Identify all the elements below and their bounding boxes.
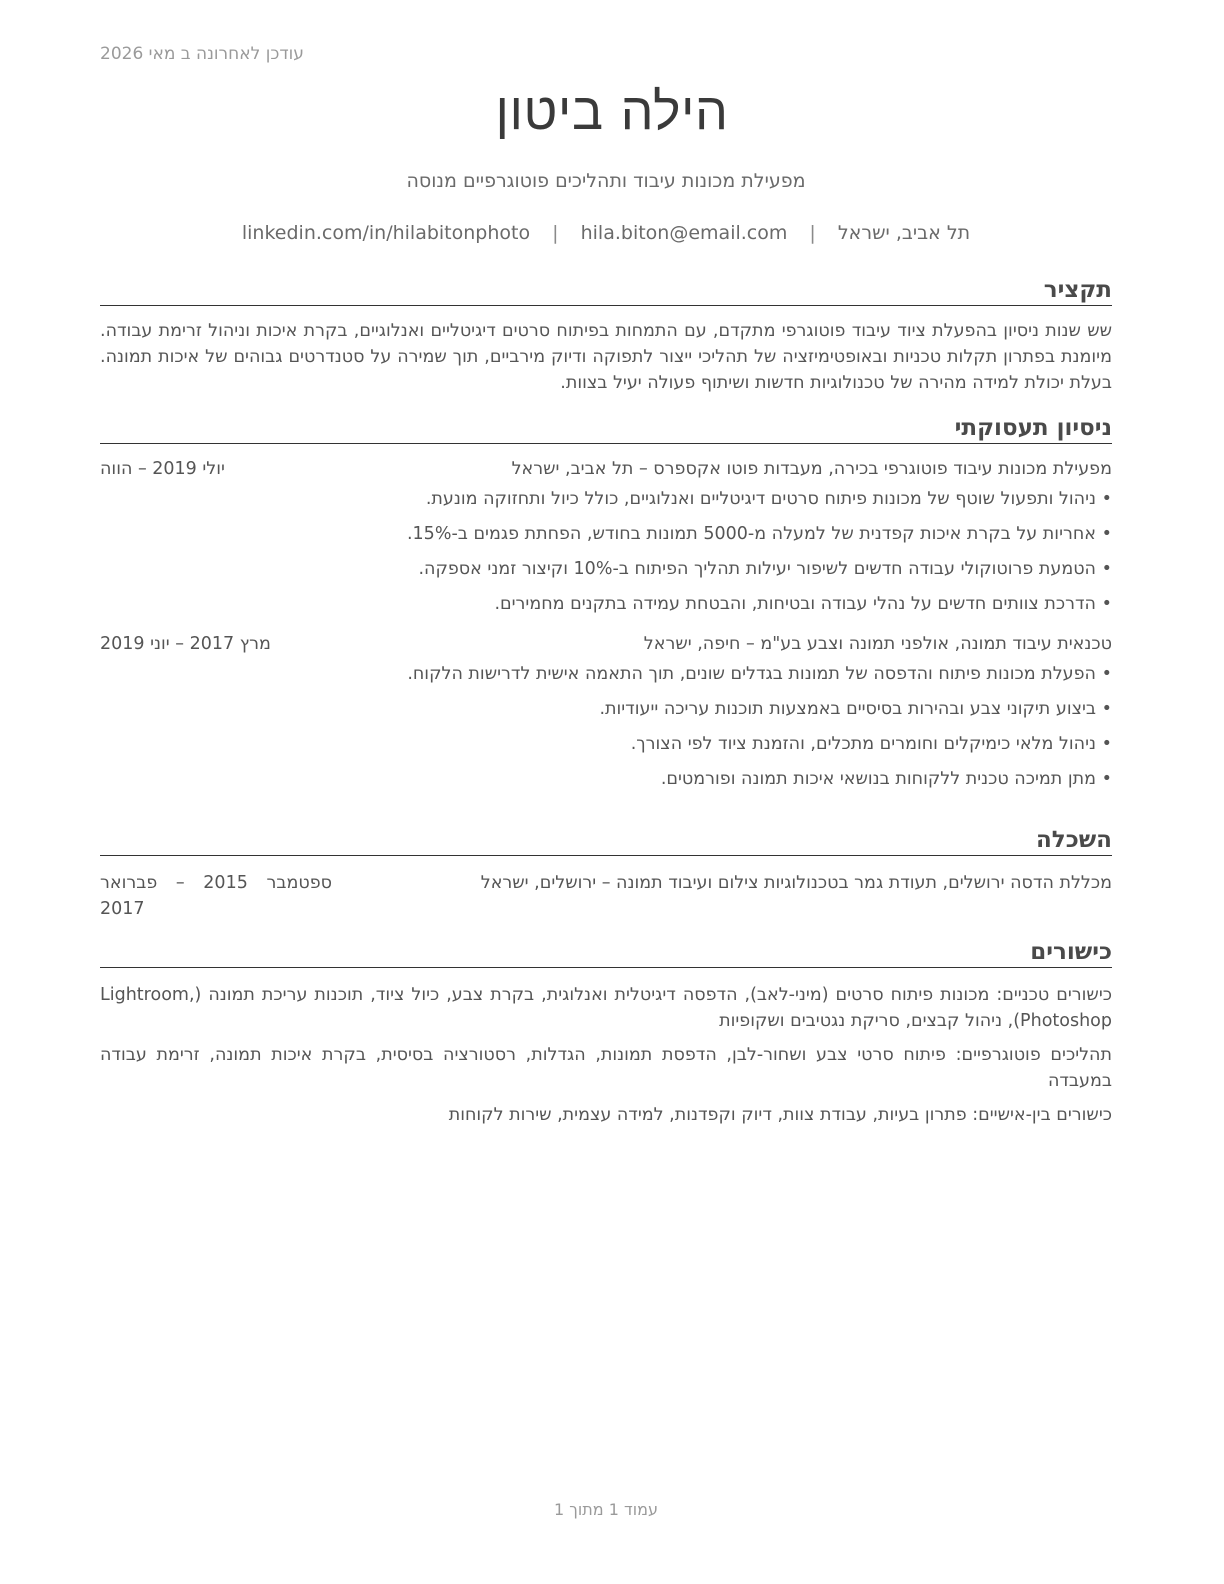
job-bullet: • הטמעת פרוטוקולי עבודה חדשים לשיפור יעילות תהליך הפיתוח ב-10% וקיצור זמני אספקה.	[100, 556, 1096, 582]
summary-text: שש שנות ניסיון בהפעלת ציוד עיבוד פוטוגרפי מתקדם, עם התמחות בפיתוח סרטים דיגיטליים ואנלוגיים, בקרת איכות וניהול זרימת עבודה. מיומנת בפתרון תקלות טכניות ובאופטימיזציה של תהליכי ייצור לתפוקה ודיוק מירביים, תוך שמירה על סטנדרטים גבוהים של איכות תמונה. בעלת יכולת למידה מהירה של טכנולוגיות חדשות ושיתוף פעולה יעיל בצוות.	[100, 321, 1112, 393]
job-entry	[100, 631, 1112, 792]
job-bullet: • ניהול מלאי כימיקלים וחומרים מתכלים, והזמנת ציוד לפי הצורך.	[100, 731, 1096, 757]
job-bullet: • הדרכת צוותים חדשים על נהלי עבודה ובטיחות, והבטחת עמידה בתקנים מחמירים.	[100, 591, 1096, 617]
skill-item: כישורים טכניים: מכונות פיתוח סרטים (מיני-לאב), הדפסה דיגיטלית ואנלוגית, בקרת צבע, כיול ציוד, תוכנות עריכת תמונה (Lightroom, Photoshop), ניהול קבצים, סריקת נגטיבים ושקופיות	[100, 985, 1112, 1031]
contact-separator: |	[552, 222, 559, 244]
page-number: עמוד 1 מתוך 1	[554, 1500, 658, 1519]
experience-heading: ניסיון תעסוקתי	[100, 414, 1112, 444]
job-bullets	[100, 661, 1112, 792]
job-bullets	[100, 486, 1112, 617]
skill-item: כישורים בין-אישיים: פתרון בעיות, עבודת צוות, דיוק וקפדנות, למידה עצמית, שירות לקוחות	[448, 1105, 1112, 1125]
job-bullet: • הפעלת מכונות פיתוח והדפסה של תמונות בגדלים שונים, תוך התאמה אישית לדרישות הלקוח.	[100, 661, 1096, 687]
contact-line	[0, 222, 1212, 244]
contact-location: תל אביב, ישראל	[837, 222, 971, 244]
last-updated-note: עודכן לאחרונה ב מאי 2026	[100, 44, 304, 64]
job-entry	[100, 456, 1112, 617]
education-heading: השכלה	[100, 826, 1112, 856]
job-header	[100, 631, 1112, 657]
skill-item: תהליכים פוטוגרפיים: פיתוח סרטי צבע ושחור-לבן, הדפסת תמונות, הגדלות, רסטורציה בסיסית, בקרת איכות תמונה, זרימת עבודה במעבדה	[100, 1045, 1112, 1091]
experience-section	[100, 414, 1112, 801]
job-title: מפעילת מכונות עיבוד פוטוגרפי בכירה, מעבדות פוטו אקספרס – תל אביב, ישראל	[511, 459, 1112, 479]
skills-list	[100, 982, 1112, 1128]
contact-separator: |	[809, 222, 816, 244]
candidate-name: הילה ביטון	[495, 82, 729, 142]
job-dates: יולי 2019 – הווה	[100, 459, 225, 479]
job-bullet: • מתן תמיכה טכנית ללקוחות בנושאי איכות תמונה ופורמטים.	[100, 766, 1096, 792]
education-section	[100, 826, 1112, 922]
job-bullet: • ניהול ותפעול שוטף של מכונות פיתוח סרטים דיגיטליים ואנלוגיים, כולל כיול ותחזוקה מונעת.	[100, 486, 1096, 512]
skills-heading: כישורים	[100, 938, 1112, 968]
summary-heading: תקציר	[100, 276, 1112, 306]
education-title: מכללת הדסה ירושלים, תעודת גמר בטכנולוגיות צילום ועיבוד תמונה – ירושלים, ישראל	[480, 873, 1112, 893]
job-title: טכנאית עיבוד תמונה, אולפני תמונה וצבע בע"מ – חיפה, ישראל	[643, 634, 1112, 654]
education-entry	[100, 870, 1112, 922]
contact-linkedin-link[interactable]: linkedin.com/in/hilabitonphoto	[241, 222, 531, 244]
skills-section	[100, 938, 1112, 1136]
job-header	[100, 456, 1112, 482]
job-bullet: • ביצוע תיקוני צבע ובהירות בסיסיים באמצעות תוכנות עריכה ייעודיות.	[100, 696, 1096, 722]
summary-section	[100, 276, 1112, 396]
contact-email-link[interactable]: hila.biton@email.com	[580, 222, 788, 244]
education-dates: ספטמבר 2015 – פברואר 2017	[100, 873, 332, 919]
candidate-tagline: מפעילת מכונות עיבוד ותהליכים פוטוגרפיים מנוסה	[406, 170, 806, 192]
job-bullet: • אחריות על בקרת איכות קפדנית של למעלה מ-5000 תמונות בחודש, הפחתת פגמים ב-15%.	[100, 521, 1096, 547]
job-dates: מרץ 2017 – יוני 2019	[100, 634, 271, 654]
